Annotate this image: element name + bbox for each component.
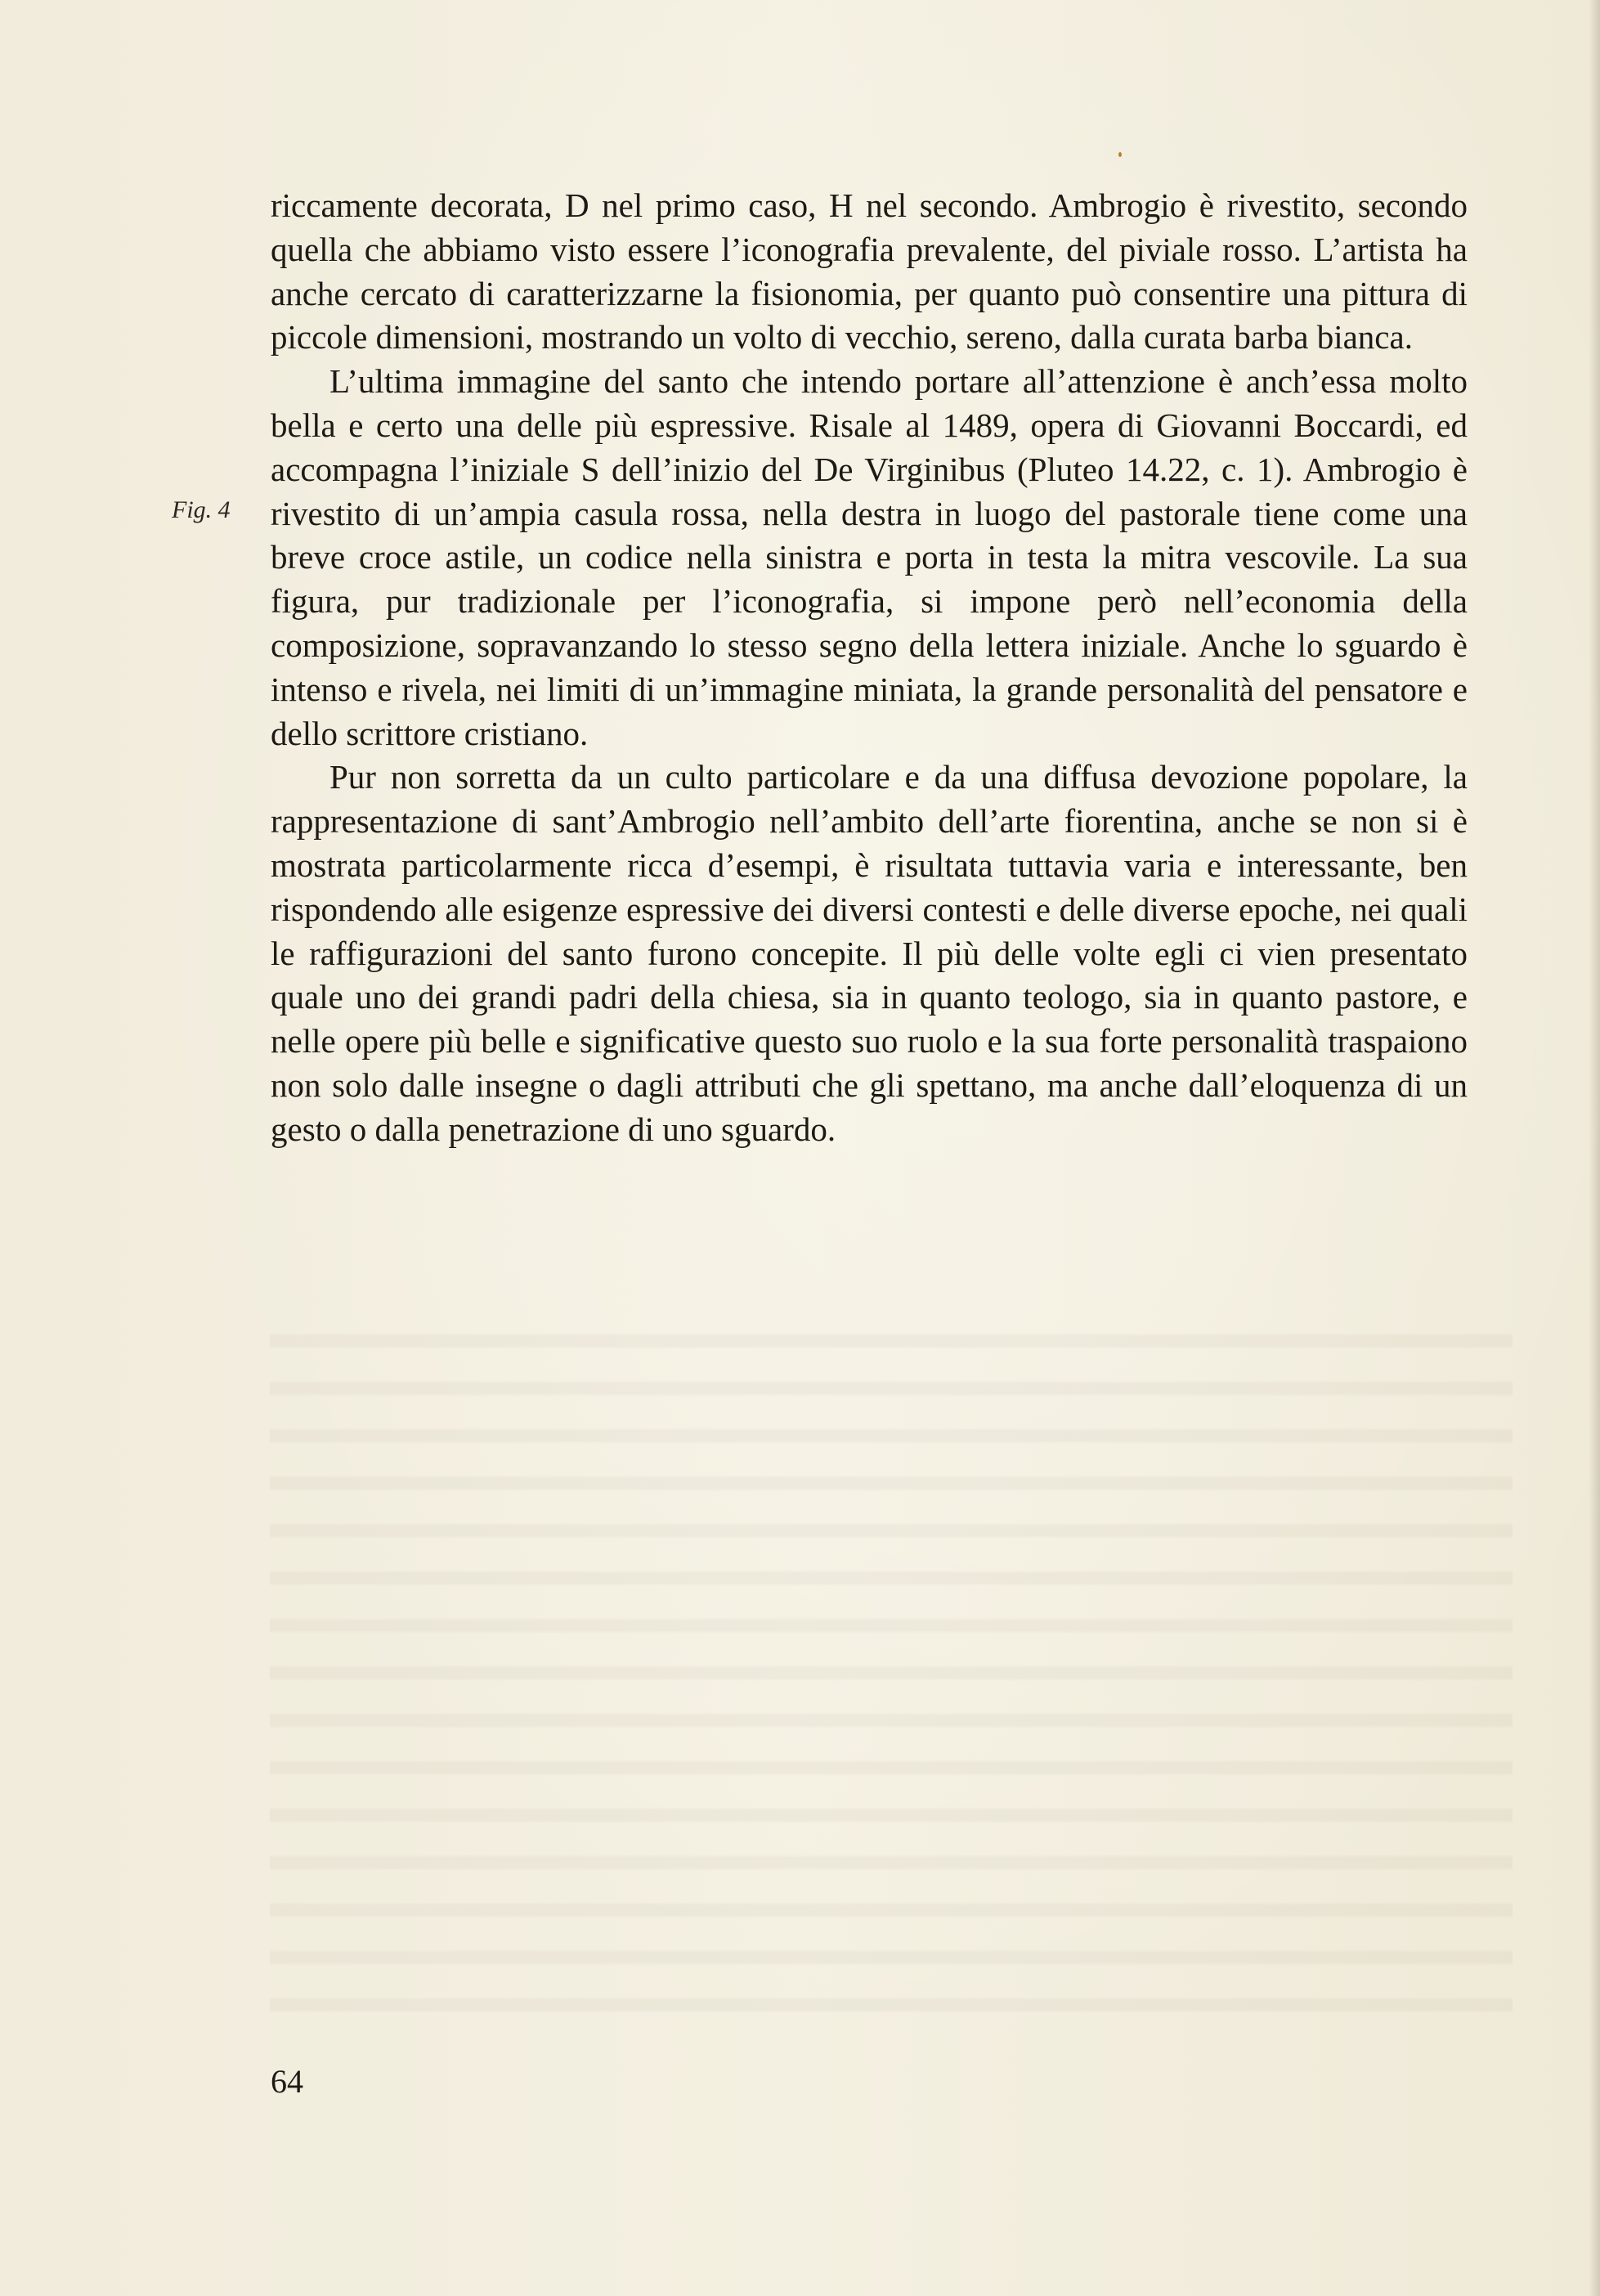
paragraph-2: L’ultima immagine del santo che intendo portare all’attenzione è anch’essa molto bella e certo una delle più espressive. Risale al 1489, opera di Giovanni Boccardi, ed accompagna l’iniziale S dell’inizio del De Virginibus (Pluteo 14.22, c. 1). Ambrogio è rivestito di un’ampia casula rossa, nella destra in luogo del pastorale tiene come una breve croce astile, un codice nella sinistra e porta in testa la mitra vescovile. La sua figura, pur tradizionale per l’iconografia, si impone però nell’economia della composizione, sopravanzando lo stesso segno della lettera iniziale. Anche lo sguardo è intenso e rivela, nei limiti di un’immagine miniata, la grande personalità del pensatore e dello scrittore cristiano. [271,362,1468,752]
figure-reference-note: Fig. 4 [172,496,231,523]
show-through-texture [270,1308,1513,2044]
ink-speck [1118,152,1122,157]
page-number: 64 [271,2063,303,2100]
paragraph-1: riccamente decorata, D nel primo caso, H nel secondo. Ambrogio è rivestito, secondo quella che abbiamo visto essere l’iconografia prevalente, del piviale rosso. L’artista ha anche cercato di caratterizzarne la fisionomia, per quanto può consentire una pittura di piccole dimensioni, mostrando un volto di vecchio, sereno, dalla curata barba bianca. [271,186,1468,357]
page-edge-shadow [1589,0,1600,2296]
paragraph-3: Pur non sorretta da un culto particolare e da una diffusa devozione popolare, la rappresentazione di sant’Ambrogio nell’ambito dell’arte fiorentina, anche se non si è mostrata particolarmente ricca d’esempi, è risultata tuttavia varia e interessante, ben rispondendo alle esigenze espressive dei diversi contesti e delle diverse epoche, nei quali le raffigurazioni del santo furono concepite. Il più delle volte egli ci vien presentato quale uno dei grandi padri della chiesa, sia in quanto teologo, sia in quanto pastore, e nelle opere più belle e significative questo suo ruolo e la sua forte personalità traspaiono non solo dalle insegne o dagli attributi che gli spettano, ma anche dall’eloquenza di un gesto o dalla penetrazione di uno sguardo. [271,758,1468,1148]
body-text [271,184,1468,1152]
